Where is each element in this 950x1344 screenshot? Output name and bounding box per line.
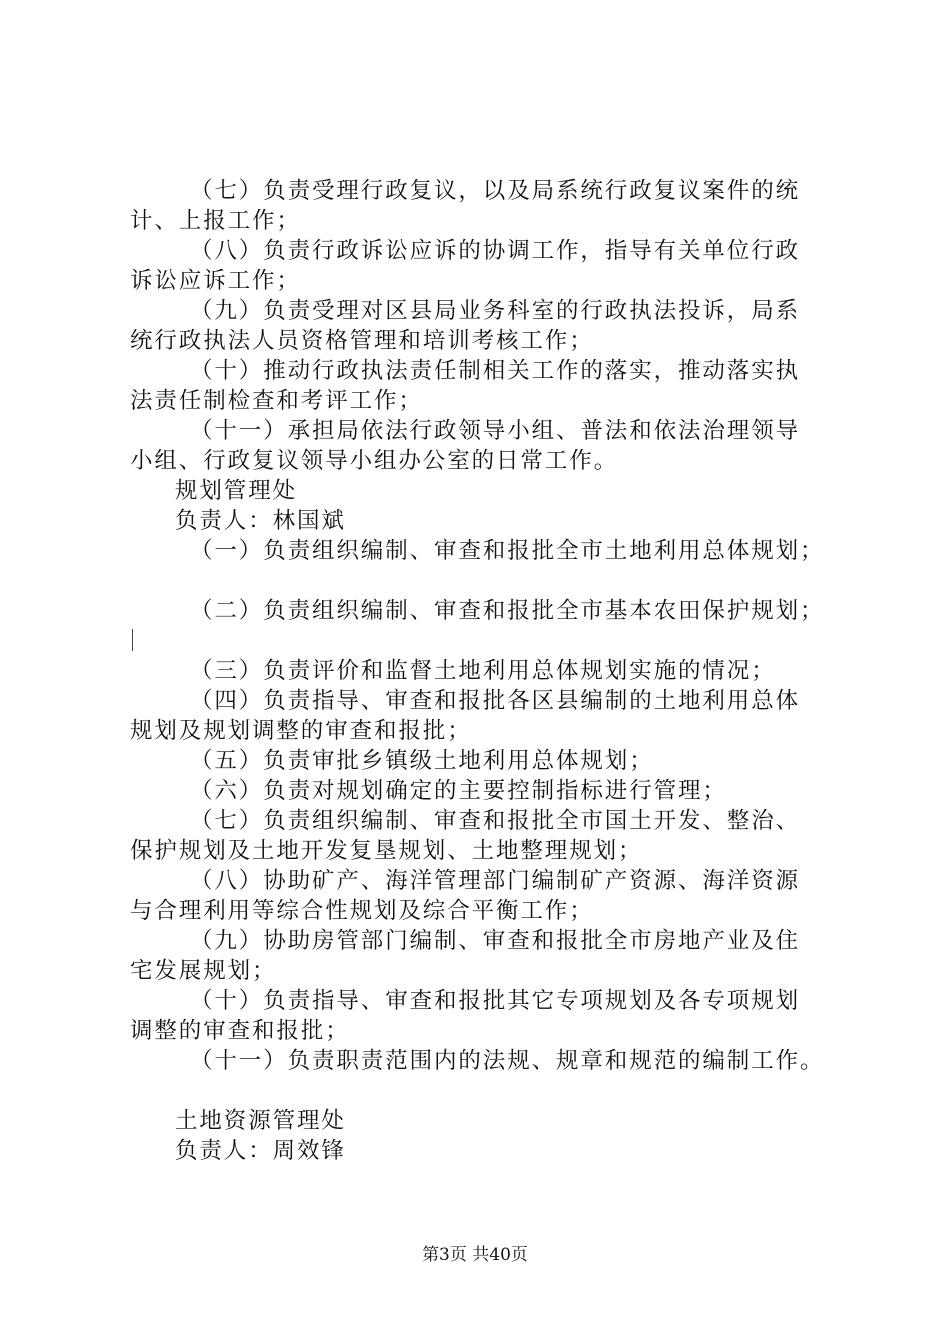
paragraph-line: （七）负责组织编制、审查和报批全市国土开发、整治、 [190, 808, 801, 834]
paragraph-line: 与合理利用等综合性规划及综合平衡工作； [130, 898, 594, 924]
paragraph-line: （八）负责行政诉讼应诉的协调工作，指导有关单位行政 [190, 238, 801, 264]
paragraph-line: （十）负责指导、审查和报批其它专项规划及各专项规划 [190, 988, 801, 1014]
document-body[interactable] [130, 176, 842, 1166]
paragraph-line: （六）负责对规划确定的主要控制指标进行管理； [190, 778, 727, 804]
text-cursor [132, 629, 133, 651]
paragraph-line: 规划及规划调整的审查和报批； [130, 718, 472, 744]
paragraph-line: （三）负责评价和监督土地利用总体规划实施的情况； [190, 658, 776, 684]
paragraph-line: （二）负责组织编制、审查和报批全市基本农田保护规划； [190, 598, 825, 624]
paragraph-line: （七）负责受理行政复议，以及局系统行政复议案件的统 [190, 178, 801, 204]
paragraph-line: 小组、行政复议领导小组办公室的日常工作。 [130, 448, 619, 474]
responsible-person: 负责人：周效锋 [175, 1138, 346, 1164]
paragraph-line: （十一）负责职责范围内的法规、规章和规范的编制工作。 [190, 1048, 825, 1074]
blank-line [130, 626, 842, 656]
paragraph-line: （一）负责组织编制、审查和报批全市土地利用总体规划； [190, 538, 825, 564]
section-heading: 土地资源管理处 [175, 1108, 346, 1134]
paragraph-line: 统行政执法人员资格管理和培训考核工作； [130, 328, 594, 354]
paragraph-line: 计、上报工作； [130, 208, 301, 234]
paragraph-line: 宅发展规划； [130, 958, 277, 984]
paragraph-line: 调整的审查和报批； [130, 1018, 350, 1044]
paragraph-line: 诉讼应诉工作； [130, 268, 301, 294]
responsible-person: 负责人：林国斌 [175, 508, 346, 534]
paragraph-line: 法责任制检查和考评工作； [130, 388, 423, 414]
paragraph-line: （十）推动行政执法责任制相关工作的落实，推动落实执 [190, 358, 801, 384]
paragraph-line: （九）负责受理对区县局业务科室的行政执法投诉，局系 [190, 298, 801, 324]
paragraph-line: （九）协助房管部门编制、审查和报批全市房地产业及住 [190, 928, 801, 954]
paragraph-line: （八）协助矿产、海洋管理部门编制矿产资源、海洋资源 [190, 868, 801, 894]
section-heading: 规划管理处 [175, 478, 298, 504]
paragraph-line: （十一）承担局依法行政领导小组、普法和依法治理领导 [190, 418, 801, 444]
blank-line [130, 1076, 842, 1106]
blank-line [130, 566, 842, 596]
paragraph-line: （五）负责审批乡镇级土地利用总体规划； [190, 748, 654, 774]
paragraph-line: 保护规划及土地开发复垦规划、土地整理规划； [130, 838, 643, 864]
page-number-footer: 第3页 共40页 [422, 1245, 528, 1265]
paragraph-line: （四）负责指导、审查和报批各区县编制的土地利用总体 [190, 688, 801, 714]
